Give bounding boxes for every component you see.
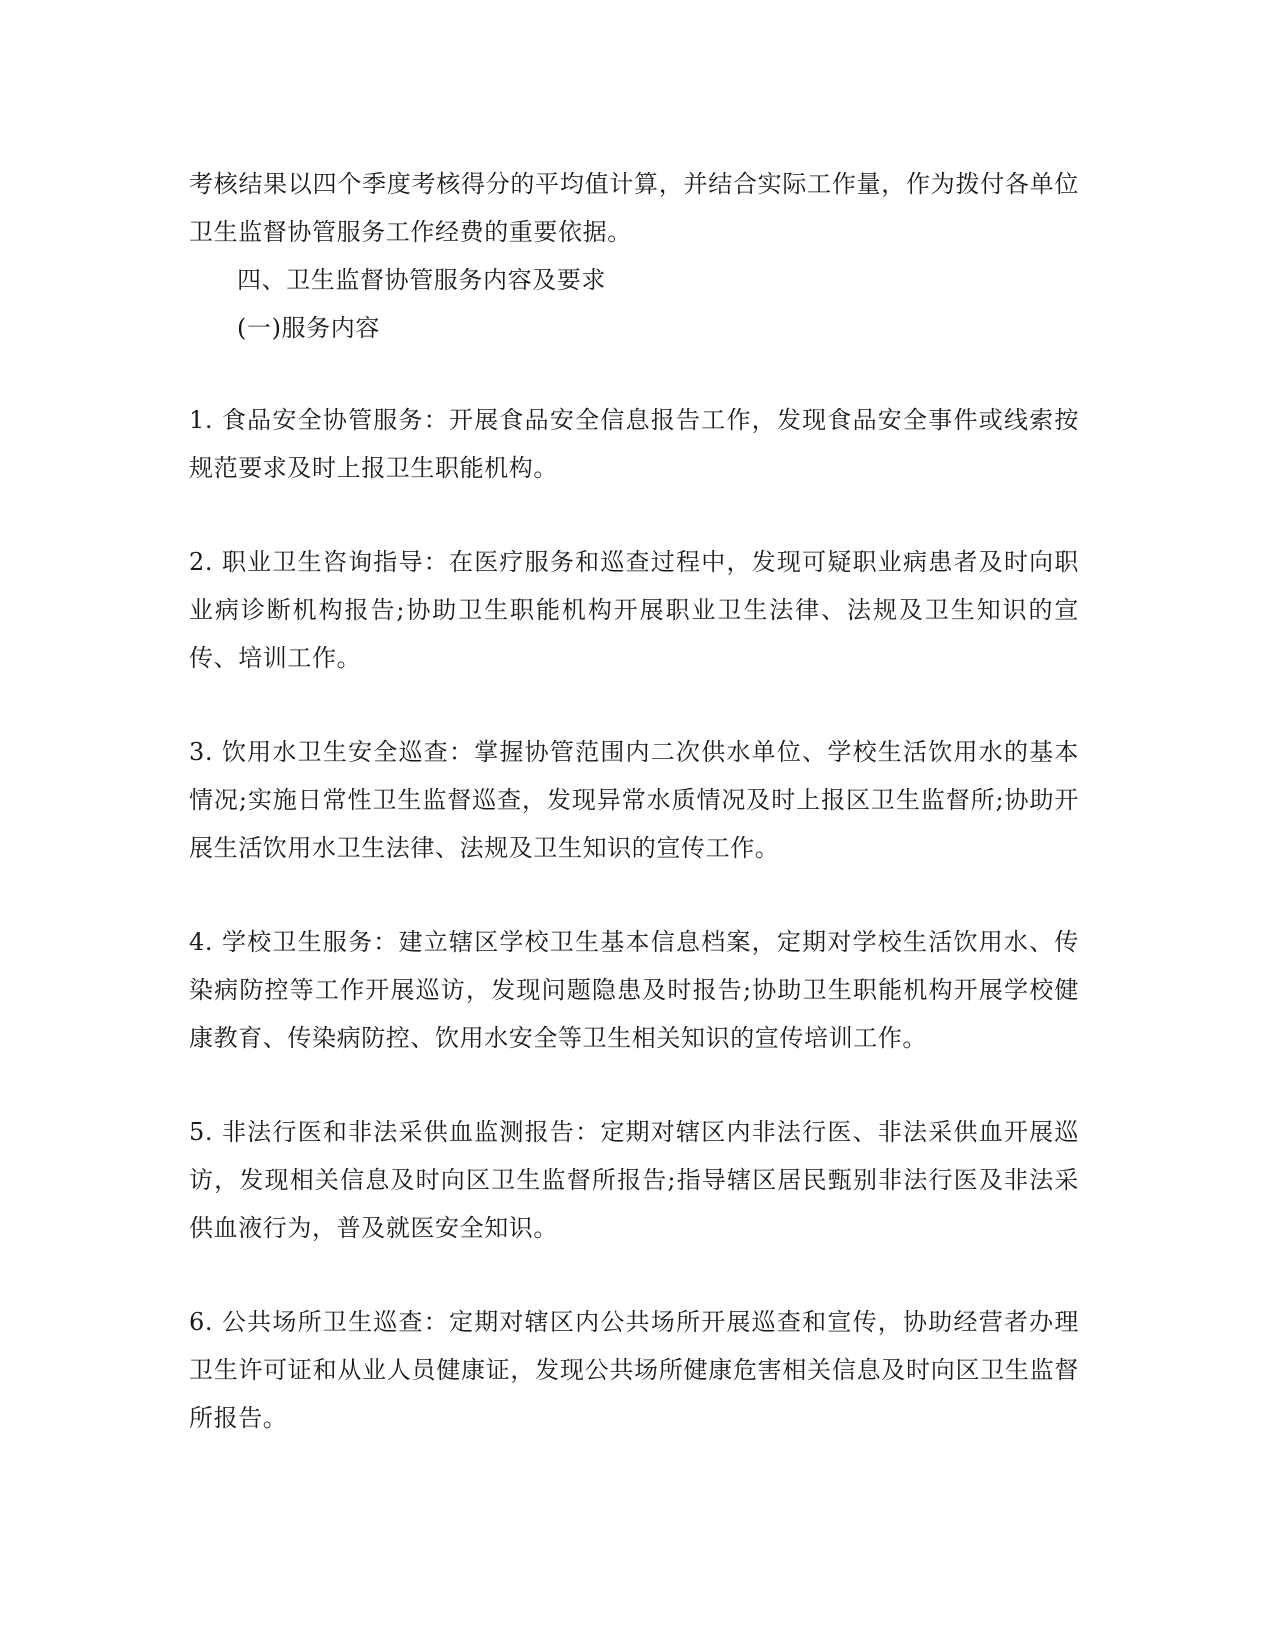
subsection-heading-service-content: (一)服务内容 <box>237 314 380 342</box>
list-item-occupational-health: 2. 职业卫生咨询指导：在医疗服务和巡查过程中，发现可疑职业病患者及时向职业病诊断机构报告;协助卫生职能机构开展职业卫生法律、法规及卫生知识的宣传、培训工作。 <box>189 548 1079 672</box>
list-item-drinking-water: 3. 饮用水卫生安全巡查：掌握协管范围内二次供水单位、学校生活饮用水的基本情况;实施日常性卫生监督巡查，发现异常水质情况及时上报区卫生监督所;协助开展生活饮用水卫生法律、法规及卫生知识的宣传工作。 <box>189 738 1079 862</box>
list-item-school-health: 4. 学校卫生服务：建立辖区学校卫生基本信息档案，定期对学校生活饮用水、传染病防控等工作开展巡访，发现问题隐患及时报告;协助卫生职能机构开展学校健康教育、传染病防控、饮用水安全等卫生相关知识的宣传培训工作。 <box>189 928 1079 1052</box>
list-item-public-places: 6. 公共场所卫生巡查：定期对辖区内公共场所开展巡查和宣传，协助经营者办理卫生许可证和从业人员健康证，发现公共场所健康危害相关信息及时向区卫生监督所报告。 <box>189 1308 1079 1432</box>
document-body <box>189 160 1079 1442</box>
list-item-food-safety: 1. 食品安全协管服务：开展食品安全信息报告工作，发现食品安全事件或线索按规范要求及时上报卫生职能机构。 <box>189 406 1079 482</box>
list-item-illegal-practice: 5. 非法行医和非法采供血监测报告：定期对辖区内非法行医、非法采供血开展巡访，发现相关信息及时向区卫生监督所报告;指导辖区居民甄别非法行医及非法采供血液行为，普及就医安全知识。 <box>189 1118 1079 1242</box>
paragraph-assessment-result: 考核结果以四个季度考核得分的平均值计算，并结合实际工作量，作为拨付各单位卫生监督协管服务工作经费的重要依据。 <box>189 170 1079 246</box>
section-heading-service-content-requirements: 四、卫生监督协管服务内容及要求 <box>237 266 606 294</box>
